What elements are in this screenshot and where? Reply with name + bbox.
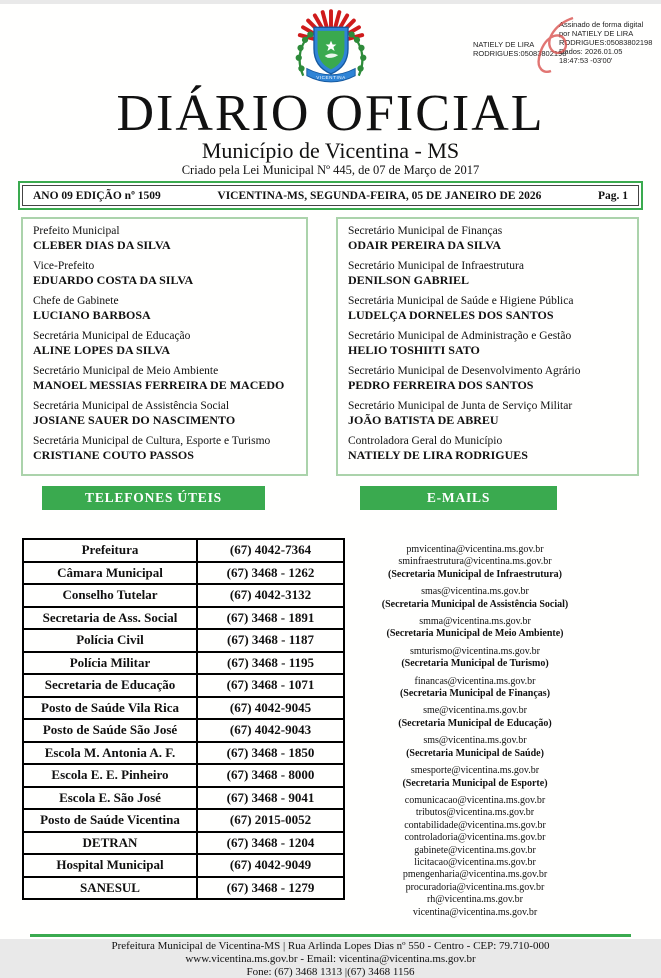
- official-role: Secretária Municipal de Cultura, Esporte e Turismo: [33, 435, 271, 447]
- signature-line: NATIELY DE LIRA: [473, 40, 535, 49]
- gazette-page: [0, 4, 661, 978]
- email-group: [350, 646, 600, 671]
- official-entry: [348, 225, 627, 253]
- phone-row: [23, 607, 344, 630]
- phone-number: (67) 4042-9049: [197, 854, 344, 877]
- phone-service: Polícia Militar: [23, 652, 197, 675]
- email-group: [350, 795, 600, 919]
- official-name: NATIELY DE LIRA RODRIGUES: [348, 448, 528, 462]
- official-role: Controladora Geral do Município: [348, 435, 503, 447]
- email-address: contabilidade@vicentina.ms.gov.br: [404, 819, 546, 831]
- edition-number: ANO 09 EDIÇÃO nº 1509: [33, 189, 161, 202]
- phone-row: [23, 539, 344, 562]
- edition-bar: [18, 181, 643, 210]
- phone-number: (67) 3468 - 8000: [197, 764, 344, 787]
- phone-number: (67) 3468 - 1891: [197, 607, 344, 630]
- official-entry: [348, 295, 627, 323]
- signature-line: 18:47:53 -03'00': [559, 56, 613, 65]
- phones-section-header: TELEFONES ÚTEIS: [42, 486, 265, 510]
- phone-number: (67) 4042-9043: [197, 719, 344, 742]
- officials-left-column: [21, 217, 308, 476]
- phone-number: (67) 3468 - 1279: [197, 877, 344, 900]
- official-role: Secretária Municipal de Educação: [33, 330, 191, 342]
- official-role: Secretário Municipal de Junta de Serviço Militar: [348, 400, 573, 412]
- official-name: ODAIR PEREIRA DA SILVA: [348, 238, 502, 252]
- email-address: rh@vicentina.ms.gov.br: [426, 894, 524, 906]
- official-role: Chefe de Gabinete: [33, 295, 119, 307]
- email-group: [350, 676, 600, 701]
- email-group: [350, 765, 600, 790]
- creation-law-line: Criado pela Lei Municipal Nº 445, de 07 de Março de 2017: [181, 163, 480, 177]
- phone-service: Posto de Saúde São José: [23, 719, 197, 742]
- phone-number: (67) 4042-7364: [197, 539, 344, 562]
- footer: [0, 940, 661, 978]
- emails-section-header: E-MAILS: [360, 486, 557, 510]
- section-banners: [0, 486, 661, 510]
- email-address: pmvicentina@vicentina.ms.gov.br: [406, 544, 544, 555]
- page-number: Pag. 1: [597, 189, 628, 202]
- phone-number: (67) 3468 - 9041: [197, 787, 344, 810]
- official-entry: [33, 400, 296, 428]
- phone-service: Conselho Tutelar: [23, 584, 197, 607]
- email-group: [350, 735, 600, 760]
- phone-service: Escola E. São José: [23, 787, 197, 810]
- gazette-title: DIÁRIO OFICIAL: [116, 85, 545, 142]
- edition-date: VICENTINA-MS, SEGUNDA-FEIRA, 05 DE JANEIRO DE 2026: [217, 189, 542, 202]
- phone-service: Posto de Saúde Vila Rica: [23, 697, 197, 720]
- official-entry: [33, 330, 296, 358]
- phone-service: DETRAN: [23, 832, 197, 855]
- phone-number: (67) 2015-0052: [197, 809, 344, 832]
- phone-number: (67) 3468 - 1262: [197, 562, 344, 585]
- email-address: gabinete@vicentina.ms.gov.br: [414, 844, 536, 856]
- signature-line: Assinado de forma digital: [559, 20, 644, 29]
- phone-row: [23, 652, 344, 675]
- phone-service: SANESUL: [23, 877, 197, 900]
- official-name: DENILSON GABRIEL: [348, 273, 470, 287]
- phone-service: Hospital Municipal: [23, 854, 197, 877]
- email-group-label: (Secretaria Municipal de Educação): [398, 717, 552, 729]
- official-name: CLEBER DIAS DA SILVA: [33, 238, 171, 252]
- official-role: Secretário Municipal de Meio Ambiente: [33, 365, 219, 377]
- signature-line: RODRIGUES:05083802198: [559, 38, 653, 47]
- phone-row: [23, 742, 344, 765]
- phone-number: (67) 3468 - 1071: [197, 674, 344, 697]
- footer-divider: [30, 934, 631, 937]
- official-name: PEDRO FERREIRA DOS SANTOS: [348, 378, 534, 392]
- phone-number: (67) 3468 - 1850: [197, 742, 344, 765]
- phone-service: Secretaria de Ass. Social: [23, 607, 197, 630]
- phone-row: [23, 719, 344, 742]
- phone-number: (67) 3468 - 1195: [197, 652, 344, 675]
- email-address: comunicacao@vicentina.ms.gov.br: [404, 794, 546, 806]
- official-name: ALINE LOPES DA SILVA: [33, 343, 171, 357]
- email-address: smesporte@vicentina.ms.gov.br: [410, 765, 540, 777]
- official-name: EDUARDO COSTA DA SILVA: [33, 273, 194, 287]
- footer-phones: Fone: (67) 3468 1313 |(67) 3468 1156: [246, 965, 415, 978]
- phone-number: (67) 3468 - 1204: [197, 832, 344, 855]
- email-address: vicentina@vicentina.ms.gov.br: [412, 906, 538, 918]
- official-name: HELIO TOSHIITI SATO: [348, 343, 480, 357]
- official-entry: [33, 365, 296, 393]
- ribbon-text: VICENTINA: [315, 74, 346, 80]
- official-name: CRISTIANE COUTO PASSOS: [33, 448, 194, 462]
- email-address: procuradoria@vicentina.ms.gov.br: [405, 881, 545, 893]
- footer-address: Prefeitura Municipal de Vicentina-MS | Rua Arlinda Lopes Dias nº 550 - Centro - CEP: 79.710-000: [111, 939, 550, 952]
- phone-row: [23, 674, 344, 697]
- email-group: [350, 586, 600, 611]
- email-group: [350, 616, 600, 641]
- officials-section: [21, 217, 640, 476]
- email-group-label: (Secretaria Municipal de Meio Ambiente): [386, 628, 564, 640]
- masthead: [0, 4, 661, 178]
- official-name: MANOEL MESSIAS FERREIRA DE MACEDO: [33, 378, 285, 392]
- email-address: smma@vicentina.ms.gov.br: [419, 616, 531, 628]
- phone-row: [23, 877, 344, 900]
- email-list: [350, 538, 600, 924]
- vicentina-coat-of-arms-logo: [286, 4, 376, 90]
- phone-service: Polícia Civil: [23, 629, 197, 652]
- phone-table: [22, 538, 345, 900]
- email-address: smturismo@vicentina.ms.gov.br: [410, 645, 540, 657]
- official-role: Secretário Municipal de Desenvolvimento Agrário: [348, 365, 581, 377]
- official-entry: [33, 260, 296, 288]
- signature-details: [555, 20, 655, 65]
- official-entry: [348, 365, 627, 393]
- phone-row: [23, 629, 344, 652]
- email-address: financas@vicentina.ms.gov.br: [414, 675, 536, 687]
- phone-row: [23, 584, 344, 607]
- email-address: tributos@vicentina.ms.gov.br: [415, 807, 535, 819]
- official-role: Secretária Municipal de Saúde e Higiene Pública: [348, 295, 574, 307]
- digital-signature-stamp: [473, 20, 657, 65]
- municipality-subtitle: Município de Vicentina - MS: [201, 138, 460, 163]
- phone-row: [23, 809, 344, 832]
- phone-row: [23, 697, 344, 720]
- email-address: controladoria@vicentina.ms.gov.br: [404, 832, 546, 844]
- official-role: Secretário Municipal de Administração e Gestão: [348, 330, 572, 342]
- signature-swoosh-icon: [533, 14, 579, 76]
- email-address: licitacao@vicentina.ms.gov.br: [414, 856, 536, 868]
- officials-right-column: [336, 217, 639, 476]
- phone-service: Posto de Saúde Vicentina: [23, 809, 197, 832]
- phone-row: [23, 832, 344, 855]
- official-entry: [348, 400, 627, 428]
- official-name: JOÃO BATISTA DE ABREU: [348, 413, 499, 427]
- phone-number: (67) 4042-9045: [197, 697, 344, 720]
- official-entry: [348, 260, 627, 288]
- official-name: JOSIANE SAUER DO NASCIMENTO: [33, 413, 236, 427]
- content-row: [0, 538, 661, 924]
- phone-service: Escola M. Antonia A. F.: [23, 742, 197, 765]
- official-entry: [348, 330, 627, 358]
- official-role: Vice-Prefeito: [33, 260, 95, 272]
- email-group-label: (Secretaria Municipal de Saúde): [406, 747, 544, 759]
- phone-service: Câmara Municipal: [23, 562, 197, 585]
- email-address: smas@vicentina.ms.gov.br: [421, 586, 529, 598]
- phone-service: Prefeitura: [23, 539, 197, 562]
- signature-line: Dados: 2026.01.05: [559, 47, 623, 56]
- phone-service: Secretaria de Educação: [23, 674, 197, 697]
- email-address: sminfraestrutura@vicentina.ms.gov.br: [398, 556, 552, 568]
- signature-line: por NATIELY DE LIRA: [559, 29, 634, 38]
- official-role: Prefeito Municipal: [33, 225, 120, 237]
- phone-row: [23, 854, 344, 877]
- footer-website-email: www.vicentina.ms.gov.br - Email: vicentina@vicentina.ms.gov.br: [185, 952, 476, 965]
- official-entry: [33, 295, 296, 323]
- email-group: [350, 544, 600, 581]
- signature-line: RODRIGUES:05083802198: [473, 49, 567, 58]
- email-address: sme@vicentina.ms.gov.br: [423, 705, 527, 717]
- email-group-label: (Secretaria Municipal de Assistência Social): [381, 598, 569, 610]
- official-name: LUDELÇA DORNELES DOS SANTOS: [348, 308, 554, 322]
- email-group-label: (Secretaria Municipal de Esporte): [402, 777, 548, 789]
- phone-row: [23, 764, 344, 787]
- email-group-label: (Secretaria Municipal de Turismo): [401, 658, 549, 670]
- official-entry: [348, 435, 627, 463]
- official-entry: [33, 435, 296, 463]
- email-group: [350, 705, 600, 730]
- phone-row: [23, 562, 344, 585]
- email-address: pmengenharia@vicentina.ms.gov.br: [402, 869, 548, 881]
- email-address: sms@vicentina.ms.gov.br: [423, 735, 527, 747]
- official-name: LUCIANO BARBOSA: [33, 308, 151, 322]
- official-entry: [33, 225, 296, 253]
- phone-service: Escola E. E. Pinheiro: [23, 764, 197, 787]
- official-role: Secretária Municipal de Assistência Social: [33, 400, 230, 412]
- official-role: Secretário Municipal de Infraestrutura: [348, 260, 524, 272]
- email-group-label: (Secretaria Municipal de Finanças): [399, 688, 551, 700]
- official-role: Secretário Municipal de Finanças: [348, 225, 503, 237]
- phone-number: (67) 3468 - 1187: [197, 629, 344, 652]
- phone-row: [23, 787, 344, 810]
- phone-number: (67) 4042-3132: [197, 584, 344, 607]
- email-group-label: (Secretaria Municipal de Infraestrutura): [388, 568, 562, 580]
